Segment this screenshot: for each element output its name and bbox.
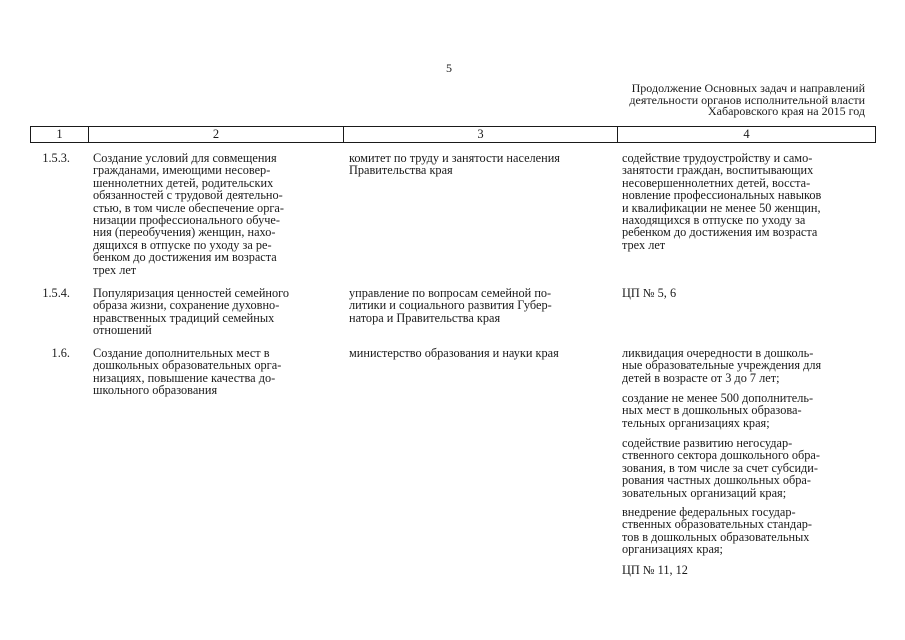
result-line: зовательных организаций края; [622, 485, 787, 500]
task-line: низации профессионального обуче- [93, 213, 280, 228]
task-line: дящихся в отпуске по уходу за ре- [93, 237, 272, 252]
result-line: новление профессиональных навыков [622, 188, 822, 203]
task-line: школьного образования [93, 383, 218, 398]
task-line: обязанностей с трудовой деятельно- [93, 188, 283, 203]
results-cell [622, 564, 688, 576]
row-number: 1.5.3. [42, 151, 70, 165]
results-cell [622, 506, 812, 556]
page-number: 5 [446, 61, 452, 75]
result-line: содействие развитию негосудар- [622, 436, 793, 450]
executor-line: Правительства края [349, 163, 453, 178]
header-cell: 4 [743, 127, 750, 141]
executor-line: комитет по труду и занятости населения [349, 151, 560, 165]
executor-cell [349, 152, 560, 177]
executor-line: литики и социального развития Губер- [349, 298, 552, 313]
results-cell [622, 152, 821, 251]
row-number: 1.6. [51, 346, 70, 360]
result-line: ЦП № 11, 12 [622, 563, 688, 577]
result-line: ЦП № 5, 6 [622, 286, 677, 300]
continuation-line: Продолжение Основных задач и направлений [631, 81, 865, 95]
task-cell [93, 152, 284, 276]
task-line: нравственных традиций семейных [93, 310, 275, 325]
continuation-line: деятельности органов исполнительной власти [629, 92, 865, 107]
task-line: Создание условий для совмещения [93, 151, 277, 165]
header-cell: 3 [344, 127, 618, 142]
result-line: рования частных дошкольных обра- [622, 473, 811, 488]
result-line: тов в дошкольных образовательных [622, 529, 810, 544]
result-line: ственного сектора дошкольного обра- [622, 448, 820, 463]
task-line: дошкольных образовательных орга- [93, 358, 282, 373]
results-cell [622, 437, 820, 499]
result-line: ных мест в дошкольных образова- [622, 403, 802, 418]
executor-cell [349, 287, 552, 324]
task-line: Популяризация ценностей семейного [93, 286, 290, 300]
executor-line: натора и Правительства края [349, 310, 501, 325]
results-cell [622, 392, 813, 429]
header-cell: 1 [31, 127, 89, 142]
result-line: ребенком до достижения им возраста [622, 225, 818, 240]
result-line: ликвидация очередности в дошколь- [622, 346, 814, 360]
continuation-line: Хабаровского края на 2015 год [708, 104, 865, 119]
result-line: ственных образовательных стандар- [622, 517, 813, 532]
task-line: стью, в том числе обеспечение орга- [93, 200, 284, 215]
task-line: гражданами, имеющими несовер- [93, 163, 271, 178]
result-line: находящихся в отпуске по уходу за [622, 213, 806, 228]
result-line: детей в возрасте от 3 до 7 лет; [622, 370, 780, 385]
executor-line: министерство образования и науки края [349, 346, 559, 360]
result-line: создание не менее 500 дополнитель- [622, 391, 814, 405]
task-line: бенком до достижения им возраста [93, 250, 277, 265]
result-line: внедрение федеральных государ- [622, 505, 796, 519]
task-line: низациях, повышение качества до- [93, 370, 276, 385]
result-line: содействие трудоустройству и само- [622, 151, 813, 165]
task-cell [93, 347, 281, 397]
task-line: трех лет [93, 262, 137, 277]
result-line: организациях края; [622, 542, 723, 557]
task-line: Создание дополнительных мест в [93, 346, 270, 360]
task-line: отношений [93, 323, 152, 338]
result-line: несовершеннолетних детей, восста- [622, 175, 811, 190]
task-line: образа жизни, сохранение духовно- [93, 298, 280, 313]
result-line: ные образовательные учреждения для [622, 358, 822, 373]
table-header-row [30, 126, 876, 143]
results-cell [622, 287, 676, 299]
task-cell [93, 287, 289, 337]
task-line: ния (переобучения) женщин, нахо- [93, 225, 276, 240]
results-cell [622, 347, 821, 384]
result-line: тельных организациях края; [622, 415, 770, 430]
result-line: трех лет [622, 237, 666, 252]
task-line: шеннолетних детей, родительских [93, 175, 274, 190]
executor-cell [349, 347, 559, 359]
result-line: занятости граждан, воспитывающих [622, 163, 814, 178]
header-cell: 2 [89, 127, 344, 142]
row-number: 1.5.4. [42, 286, 70, 300]
continuation-title [565, 83, 865, 118]
executor-line: управление по вопросам семейной по- [349, 286, 552, 300]
result-line: и квалификации не менее 50 женщин, [622, 200, 821, 215]
result-line: зования, в том числе за счет субсиди- [622, 460, 818, 475]
